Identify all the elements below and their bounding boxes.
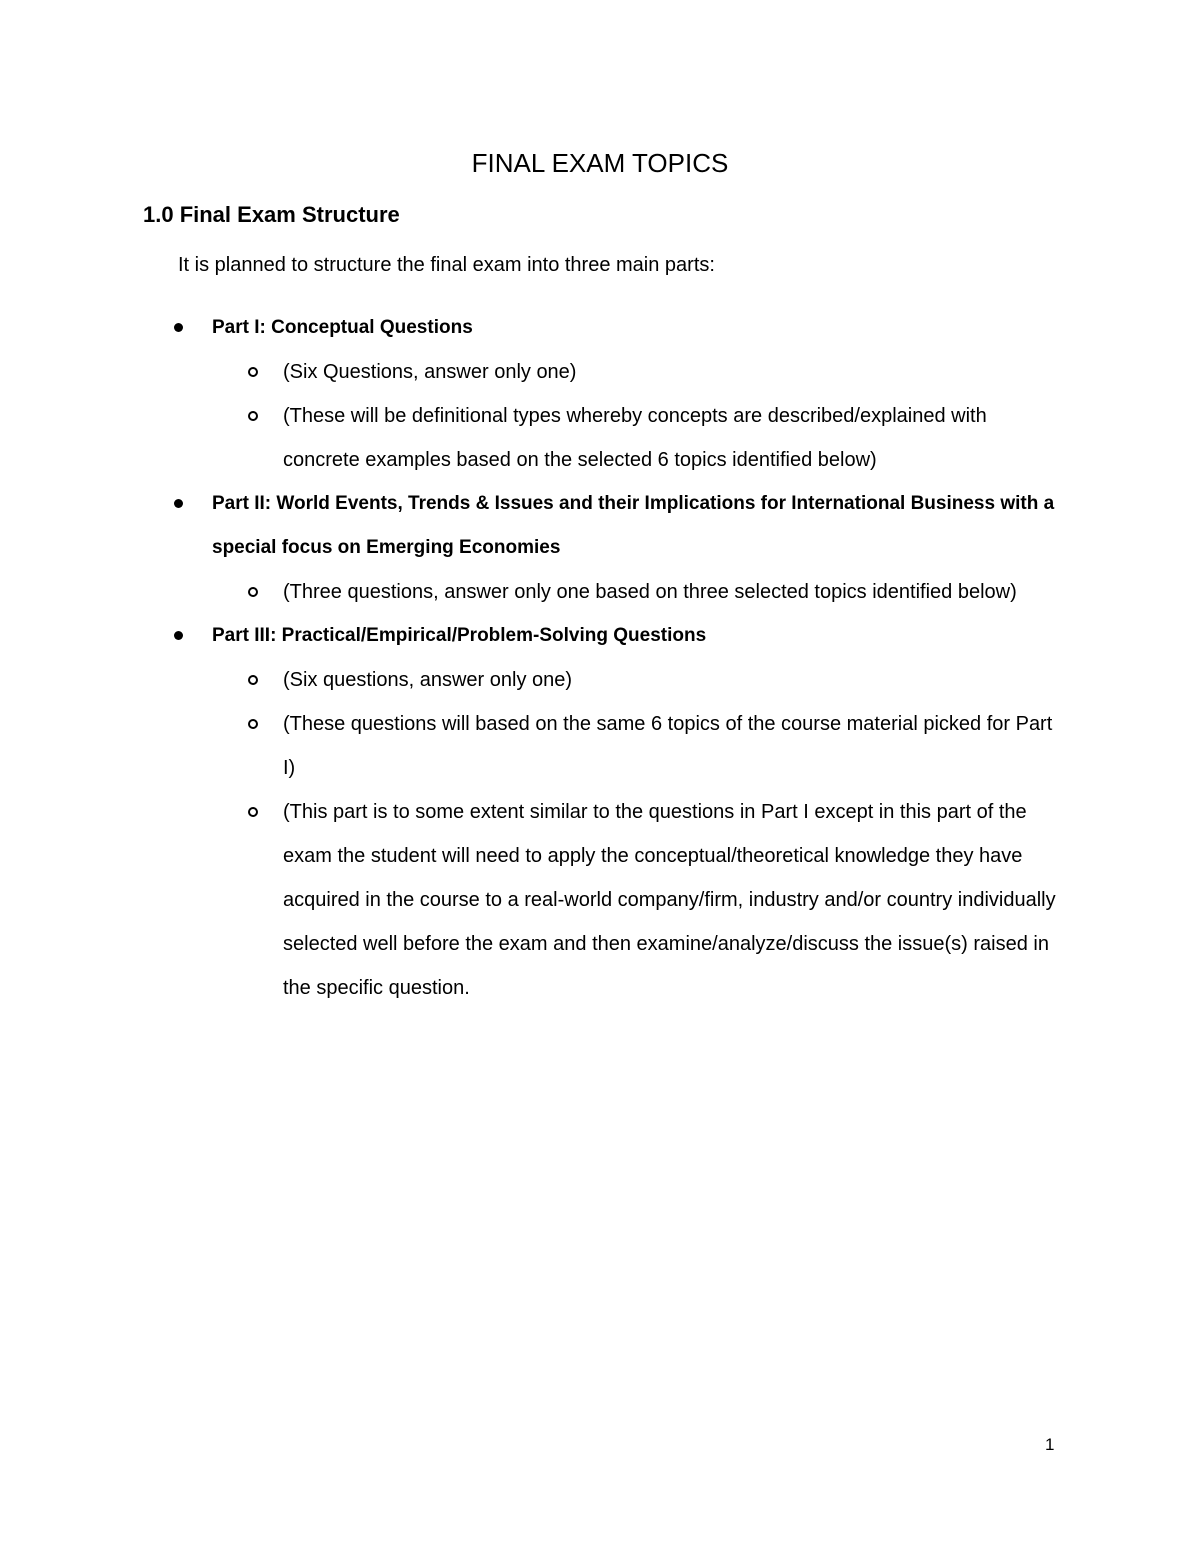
list-item-text: (Three questions, answer only one based on three selected topics identified below)	[283, 581, 1017, 603]
list-item-text: (Six Questions, answer only one)	[283, 361, 577, 383]
part-3-heading: Part III: Practical/Empirical/Problem-Solving Questions	[212, 625, 707, 646]
section-heading: 1.0 Final Exam Structure	[143, 202, 400, 227]
bullet-icon	[174, 631, 183, 640]
list-item-text: (This part is to some extent similar to the questions in Part I except in this part of the exam the student will need to apply the conceptual/theoretical knowledge they have acquired in the course to a real-world company/firm, industry and/or country individually selected well before the exam and then examine/analyze/discuss the issue(s) raised in the specific question.	[283, 801, 1056, 999]
bullet-icon	[174, 323, 183, 332]
part-1-heading-row	[0, 306, 1200, 350]
list-item	[0, 350, 1200, 394]
list-item	[0, 658, 1200, 702]
circle-bullet-icon	[248, 411, 258, 421]
part-3-heading-row	[0, 614, 1200, 658]
part-1	[0, 306, 1200, 482]
part-2-heading: Part II: World Events, Trends & Issues and their Implications for International Business with a special focus on Emerging Economies	[212, 493, 1055, 558]
part-3-items	[0, 658, 1200, 1010]
list-item-text: (These will be definitional types whereby concepts are described/explained with concrete examples based on the selected 6 topics identified below)	[283, 405, 987, 471]
circle-bullet-icon	[248, 367, 258, 377]
circle-bullet-icon	[248, 807, 258, 817]
list-item	[0, 702, 1200, 790]
exam-parts-list	[0, 306, 1200, 1010]
part-2	[0, 482, 1200, 614]
circle-bullet-icon	[248, 675, 258, 685]
circle-bullet-icon	[248, 719, 258, 729]
list-item	[0, 570, 1200, 614]
part-2-items	[0, 570, 1200, 614]
page-number: 1	[1045, 1435, 1055, 1454]
list-item	[0, 394, 1200, 482]
intro-paragraph: It is planned to structure the final exam into three main parts:	[178, 254, 715, 276]
list-item-text: (Six questions, answer only one)	[283, 669, 573, 691]
part-3	[0, 614, 1200, 1010]
list-item	[0, 790, 1200, 1010]
part-2-heading-row	[0, 482, 1200, 570]
part-1-items	[0, 350, 1200, 482]
list-item-text: (These questions will based on the same 6 topics of the course material picked for Part I)	[283, 713, 1053, 779]
document-title: FINAL EXAM TOPICS	[471, 148, 729, 178]
part-1-heading: Part I: Conceptual Questions	[212, 317, 473, 338]
circle-bullet-icon	[248, 587, 258, 597]
bullet-icon	[174, 499, 183, 508]
